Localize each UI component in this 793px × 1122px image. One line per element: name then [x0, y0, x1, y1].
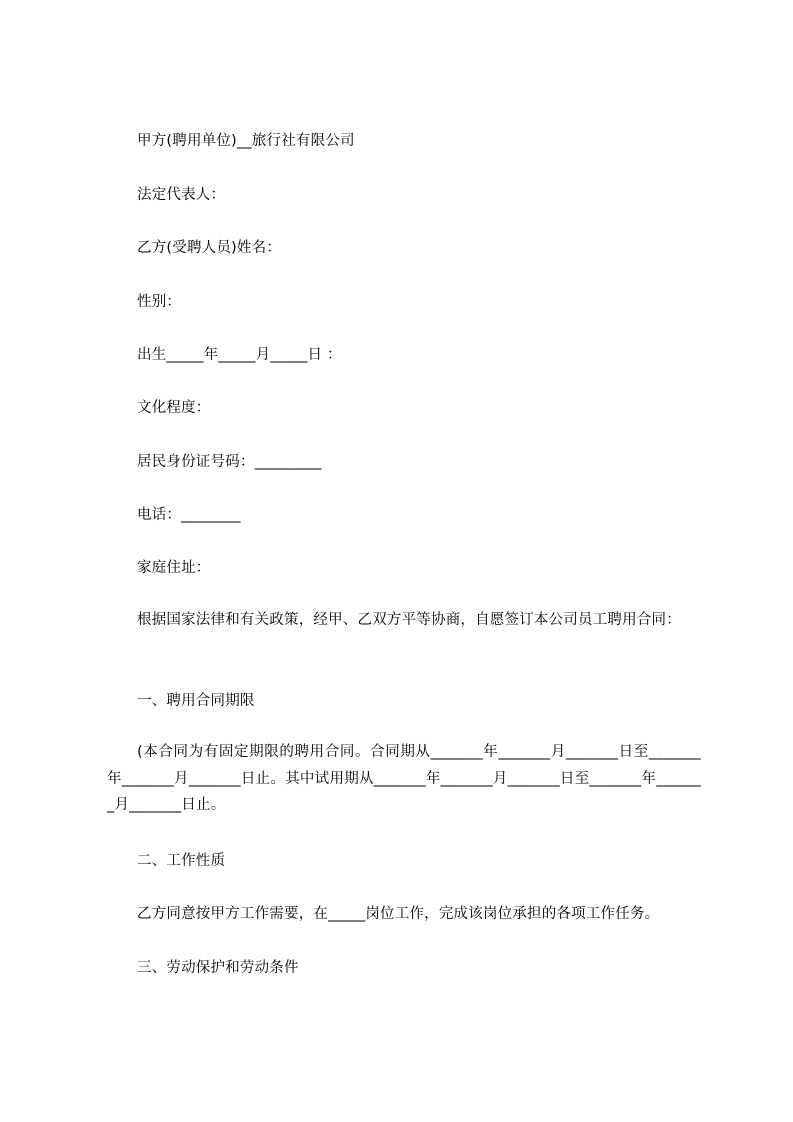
legal-representative-line: 法定代表人：: [137, 187, 226, 203]
party-b-name-line: 乙方(受聘人员)姓名：: [137, 240, 282, 256]
preamble-text: 根据国家法律和有关政策，经甲、乙双方平等协商，自愿签订本公司员工聘用合同：: [137, 612, 681, 628]
preamble-paragraph: [107, 607, 701, 634]
section-3-title: 三、劳动保护和劳动条件: [137, 960, 299, 976]
section-1-text: (本合同为有固定期限的聘用合同。合同期从_______年_______月_______日至_______年_______月_______日止。其中试用期从_______年_______月_______日至_______年_______月_______日止。: [107, 744, 701, 814]
address-line: 家庭住址：: [137, 560, 211, 576]
section-1-title: 一、聘用合同期限: [137, 693, 255, 709]
section-2-body: 乙方同意按甲方工作需要，在_____岗位工作，完成该岗位承担的各项工作任务。: [137, 906, 660, 922]
party-a-line: 甲方(聘用单位)__旅行社有限公司: [137, 133, 355, 149]
phone-line: 电话：________: [137, 507, 241, 523]
education-line: 文化程度：: [137, 400, 211, 416]
gender-line: 性别：: [137, 294, 182, 310]
section-2-title: 二、工作性质: [137, 853, 226, 869]
section-1-body: [107, 739, 701, 819]
id-number-line: 居民身份证号码：_________: [137, 454, 322, 470]
birth-date-line: 出生_____年_____月_____日 ：: [137, 347, 342, 363]
